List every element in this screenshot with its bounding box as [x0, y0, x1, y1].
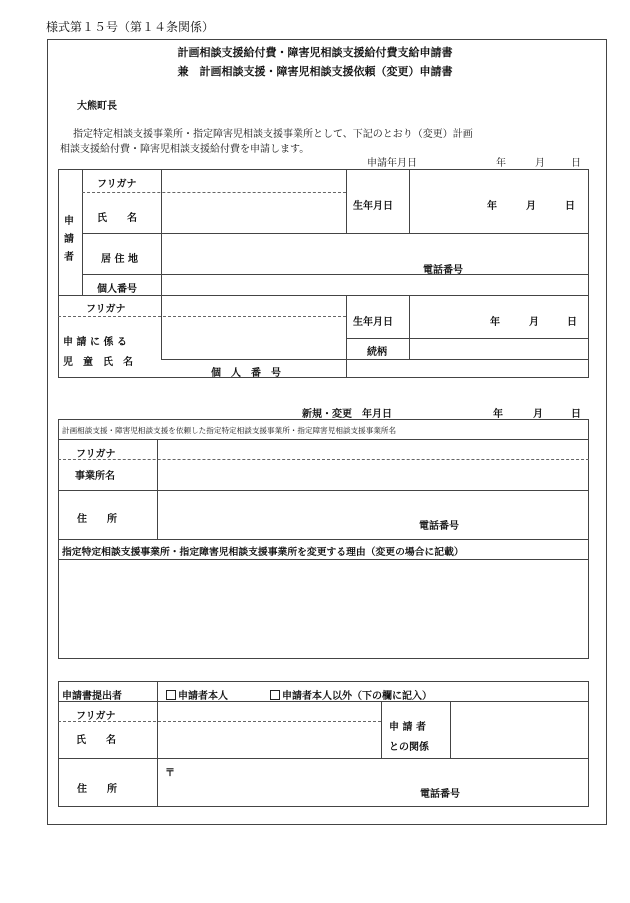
submitter-option-other-label: 申請者本人以外（下の欄に記入） [282, 691, 432, 702]
self-checkbox[interactable] [166, 690, 176, 700]
child-birth-label: 生年月日 [353, 317, 393, 328]
submitter-relationship-line2: との関係 [389, 742, 429, 753]
application-month-label: 月 [535, 158, 545, 169]
applicant-address-label: 居 住 地 [101, 254, 138, 265]
addressee: 大熊町長 [77, 101, 117, 112]
applicant-name-label: 氏 名 [97, 213, 137, 224]
submitter-phone-label: 電話番号 [420, 789, 460, 800]
child-birth-day: 日 [567, 317, 577, 328]
applicant-label-2: 請 [64, 234, 74, 245]
applicant-id-label: 個人番号 [97, 284, 137, 295]
office-phone-label: 電話番号 [419, 521, 459, 532]
submitter-relationship-line1: 申 請 者 [389, 722, 426, 733]
applicant-label-3: 者 [64, 252, 74, 263]
change-year-label: 年 [493, 409, 503, 420]
office-name-label: 事業所名 [75, 471, 115, 482]
application-year-label: 年 [496, 158, 506, 169]
child-birth-year: 年 [490, 317, 500, 328]
submitter-label: 申請書提出者 [62, 691, 122, 702]
postal-mark: 〒 [165, 768, 175, 779]
submitter-address-label: 住 所 [77, 784, 117, 795]
applicant-birth-year: 年 [487, 201, 497, 212]
applicant-birth-label: 生年月日 [353, 201, 393, 212]
submitter-option-self[interactable] [166, 687, 228, 702]
office-address-label: 住 所 [77, 514, 117, 525]
change-month-label: 月 [533, 409, 543, 420]
child-id-label: 個 人 番 号 [211, 368, 281, 379]
child-label-line2: 児 童 氏 名 [63, 357, 133, 368]
change-date-label: 新規・変更 年月日 [302, 409, 392, 420]
form-title-line2: 兼 計画相談支援・障害児相談支援依頼（変更）申請書 [177, 65, 453, 78]
other-checkbox[interactable] [270, 690, 280, 700]
applicant-birth-day: 日 [565, 201, 575, 212]
applicant-birth-month: 月 [526, 201, 536, 212]
office-furigana-label: フリガナ [76, 449, 116, 460]
change-reason-header: 指定特定相談支援事業所・指定障害児相談支援事業所を変更する理由（変更の場合に記載） [62, 547, 464, 558]
child-label-line1: 申 請 に 係 る [63, 337, 127, 348]
submitter-name-label: 氏 名 [76, 735, 116, 746]
applicant-label-1: 申 [64, 216, 74, 227]
form-number: 様式第１５号（第１４条関係） [46, 20, 215, 34]
submitter-option-self-label: 申請者本人 [178, 691, 228, 702]
application-day-label: 日 [571, 158, 581, 169]
office-header: 計画相談支援・障害児相談支援を依頼した指定特定相談支援事業所・指定障害児相談支援事業所名 [62, 426, 397, 435]
child-birth-month: 月 [529, 317, 539, 328]
child-furigana-label: フリガナ [86, 304, 126, 315]
application-date-label: 申請年月日 [367, 158, 417, 169]
intro-line1: 指定特定相談支援事業所・指定障害児相談支援事業所として、下記のとおり（変更）計画 [73, 129, 473, 140]
form-title-line1: 計画相談支援給付費・障害児相談支援給付費支給申請書 [177, 46, 453, 59]
applicant-furigana-label: フリガナ [97, 179, 137, 190]
child-relationship-label: 続柄 [367, 347, 387, 358]
submitter-option-other[interactable] [270, 687, 432, 702]
intro-line2: 相談支援給付費・障害児相談支援給付費を申請します。 [60, 144, 310, 155]
submitter-furigana-label: フリガナ [76, 711, 116, 722]
applicant-phone-label: 電話番号 [423, 265, 463, 276]
change-day-label: 日 [571, 409, 581, 420]
